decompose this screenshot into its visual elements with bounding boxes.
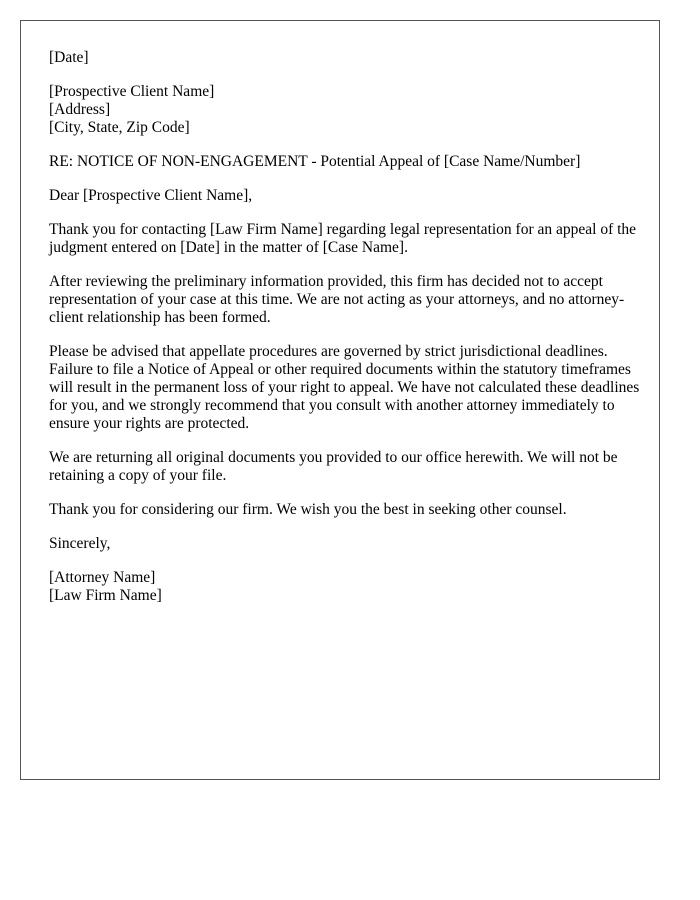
body-paragraph: Thank you for considering our firm. We wish you the best in seeking other counsel. [49,501,567,518]
body-paragraph: Please be advised that appellate procedures are governed by strict jurisdictional deadlines. Failure to file a Notice of Appeal or other required documents within the statutory timeframes will result in the permanent loss of your right to appeal. We have not calculated these deadlines for you, and we strongly recommend that you consult with another attorney immediately to ensure your rights are protected. [49,343,640,432]
body-paragraph: We are returning all original documents you provided to our office herewith. We will not be retaining a copy of your file. [49,449,618,484]
signature-block [49,569,641,605]
firm-name: [Law Firm Name] [49,587,162,604]
closing: Sincerely, [49,535,111,552]
body-paragraph: After reviewing the preliminary information provided, this firm has decided not to accept representation of your case at this time. We are not acting as your attorneys, and no attorney-client relationship has been formed. [49,273,625,326]
body-paragraph: Thank you for contacting [Law Firm Name] regarding legal representation for an appeal of the judgment entered on [Date] in the matter of [Case Name]. [49,221,637,256]
letter-page [20,20,660,780]
letter-date: [Date] [49,49,89,66]
recipient-name: [Prospective Client Name] [49,83,215,100]
salutation: Dear [Prospective Client Name], [49,187,253,204]
recipient-block [49,83,641,137]
subject-line: RE: NOTICE OF NON-ENGAGEMENT - Potential Appeal of [Case Name/Number] [49,153,581,170]
letter-body [49,49,641,621]
recipient-address: [Address] [49,101,111,118]
attorney-name: [Attorney Name] [49,569,156,586]
recipient-city-state-zip: [City, State, Zip Code] [49,119,190,136]
